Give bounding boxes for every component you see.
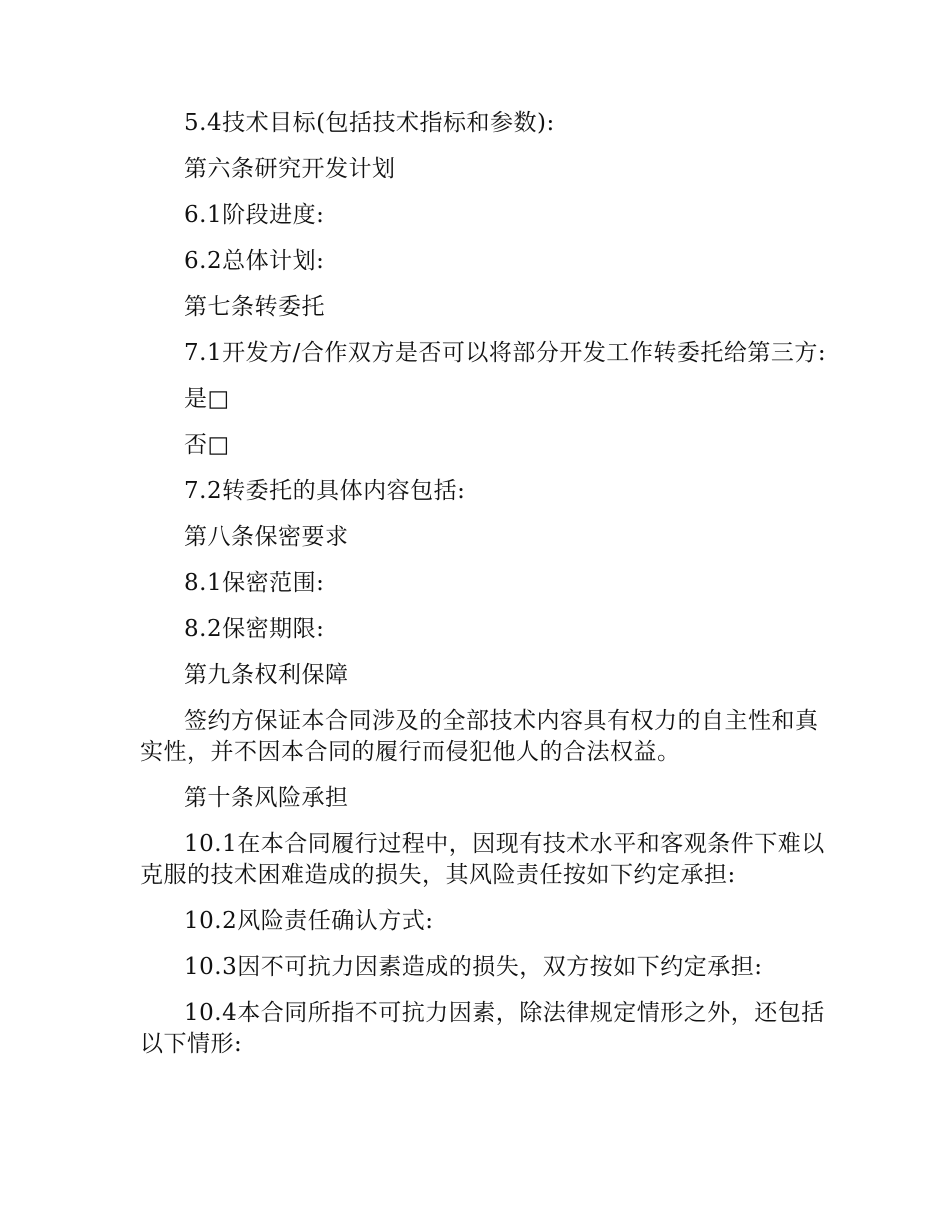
article-7-heading: 第七条转委托	[184, 294, 325, 320]
clause-6-1: 6.1阶段进度:	[184, 202, 325, 228]
clause-6-2: 6.2总体计划:	[184, 248, 325, 274]
clause-8-2: 8.2保密期限:	[184, 616, 325, 642]
article-6-heading: 第六条研究开发计划	[184, 156, 396, 182]
document-body	[140, 108, 830, 1075]
clause-7-1: 7.1开发方/合作双方是否可以将部分开发工作转委托给第三方:	[184, 340, 827, 366]
article-10-heading: 第十条风险承担	[184, 785, 349, 811]
clause-10-3: 10.3因不可抗力因素造成的损失，双方按如下约定承担:	[184, 954, 763, 980]
clause-10-1: 10.1在本合同履行过程中，因现有技术水平和客观条件下难以克服的技术困难造成的损失，其风险责任按如下约定承担:	[140, 831, 825, 888]
article-9-heading: 第九条权利保障	[184, 662, 349, 688]
article-9-body: 签约方保证本合同涉及的全部技术内容具有权力的自主性和真实性，并不因本合同的履行而侵犯他人的合法权益。	[140, 708, 819, 765]
clause-5-4: 5.4技术目标(包括技术指标和参数):	[184, 110, 555, 136]
article-8-heading: 第八条保密要求	[184, 524, 349, 550]
clause-8-1: 8.1保密范围:	[184, 570, 325, 596]
clause-7-2: 7.2转委托的具体内容包括:	[184, 478, 466, 504]
clause-10-2: 10.2风险责任确认方式:	[184, 908, 434, 934]
option-yes-checkbox: 是□	[184, 386, 230, 412]
clause-10-4: 10.4本合同所指不可抗力因素，除法律规定情形之外，还包括以下情形:	[140, 1000, 825, 1057]
option-no-checkbox: 否□	[184, 432, 230, 458]
